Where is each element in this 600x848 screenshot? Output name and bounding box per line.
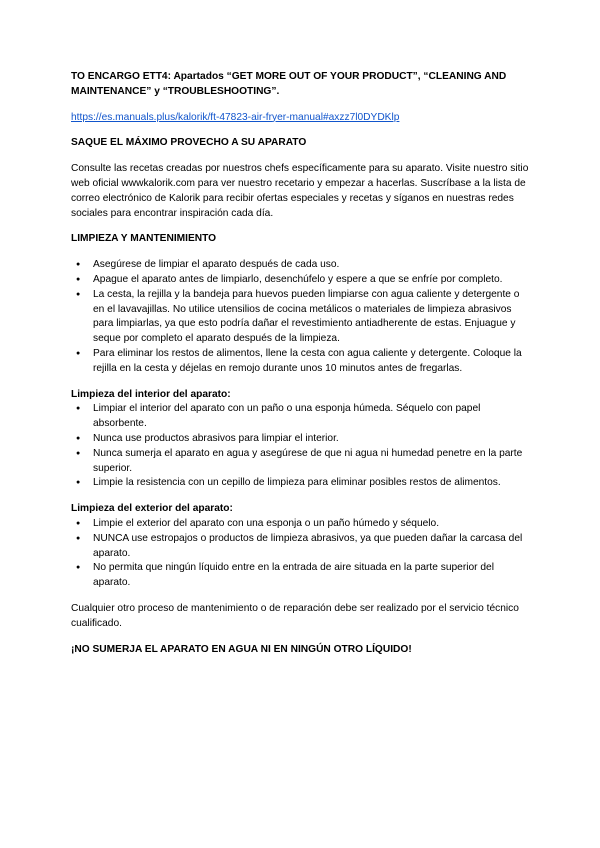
exterior-list [71, 517, 533, 591]
document-heading: TO ENCARGO ETT4: Apartados “GET MORE OUT OF YOUR PRODUCT”, “CLEANING AND MAINTENANCE” y “TROUBLESHOOTING”. [71, 71, 507, 97]
section-paragraph-get-more: Consulte las recetas creadas por nuestros chefs específicamente para su aparato. Visite nuestro sitio web oficial wwwkalorik.com para ver nuestro recetario y empezar a hacerlas. Suscríbase a la lista de correo electrónico de Kalorik para recibir ofertas especiales y recetas y síganos en nuestras redes sociales para encontrar inspiración cada día. [71, 163, 529, 219]
list-item: ● Nunca use productos abrasivos para limpiar el interior. [71, 432, 533, 447]
list-item: ● Para eliminar los restos de alimentos, llene la cesta con agua caliente y detergente. Coloque la rejilla en la cesta y déjelas en remojo durante unos 10 minutos antes de fregarlas. [71, 347, 533, 377]
list-item: ● Limpie el exterior del aparato con una esponja o un paño húmedo y séquelo. [71, 517, 533, 532]
list-item: ● La cesta, la rejilla y la bandeja para huevos pueden limpiarse con agua caliente y detergente o en el lavavajillas. No utilice utensilios de cocina metálicos o materiales de limpieza abrasivos para limpiarlas, ya que esto podría dañar el revestimiento antiadherente de estas. Enjuague y seque por completo el aparato después de la limpieza. [71, 288, 533, 347]
document-page [71, 70, 533, 657]
subsection-title-interior: Limpieza del interior del aparato: [71, 388, 231, 400]
list-item: ● Limpie la resistencia con un cepillo de limpieza para eliminar posibles restos de alimentos. [71, 476, 533, 491]
list-item: ● No permita que ningún líquido entre en la entrada de aire situada en la parte superior del aparato. [71, 561, 533, 591]
list-item: ● Nunca sumerja el aparato en agua y asegúrese de que ni agua ni humedad penetre en la parte superior. [71, 447, 533, 477]
list-item: ● Asegúrese de limpiar el aparato después de cada uso. [71, 258, 533, 273]
list-item: ● NUNCA use estropajos o productos de limpieza abrasivos, ya que pueden dañar la carcasa del aparato. [71, 532, 533, 562]
warning-text: ¡NO SUMERJA EL APARATO EN AGUA NI EN NINGÚN OTRO LÍQUIDO! [71, 643, 412, 655]
manual-link[interactable]: https://es.manuals.plus/kalorik/ft-47823-air-fryer-manual#axzz7l0DYDKlp [71, 111, 400, 123]
closing-paragraph: Cualquier otro proceso de mantenimiento o de reparación debe ser realizado por el servicio técnico cualificado. [71, 602, 519, 629]
list-item: ● Limpiar el interior del aparato con un paño o una esponja húmeda. Séquelo con papel absorbente. [71, 402, 533, 432]
list-item: ● Apague el aparato antes de limpiarlo, desenchúfelo y espere a que se enfríe por completo. [71, 273, 533, 288]
interior-list [71, 402, 533, 491]
section-title-get-more: SAQUE EL MÁXIMO PROVECHO A SU APARATO [71, 137, 307, 149]
subsection-title-exterior: Limpieza del exterior del aparato: [71, 503, 233, 515]
section-title-cleaning: LIMPIEZA Y MANTENIMIENTO [71, 233, 217, 245]
cleaning-list [71, 258, 533, 376]
